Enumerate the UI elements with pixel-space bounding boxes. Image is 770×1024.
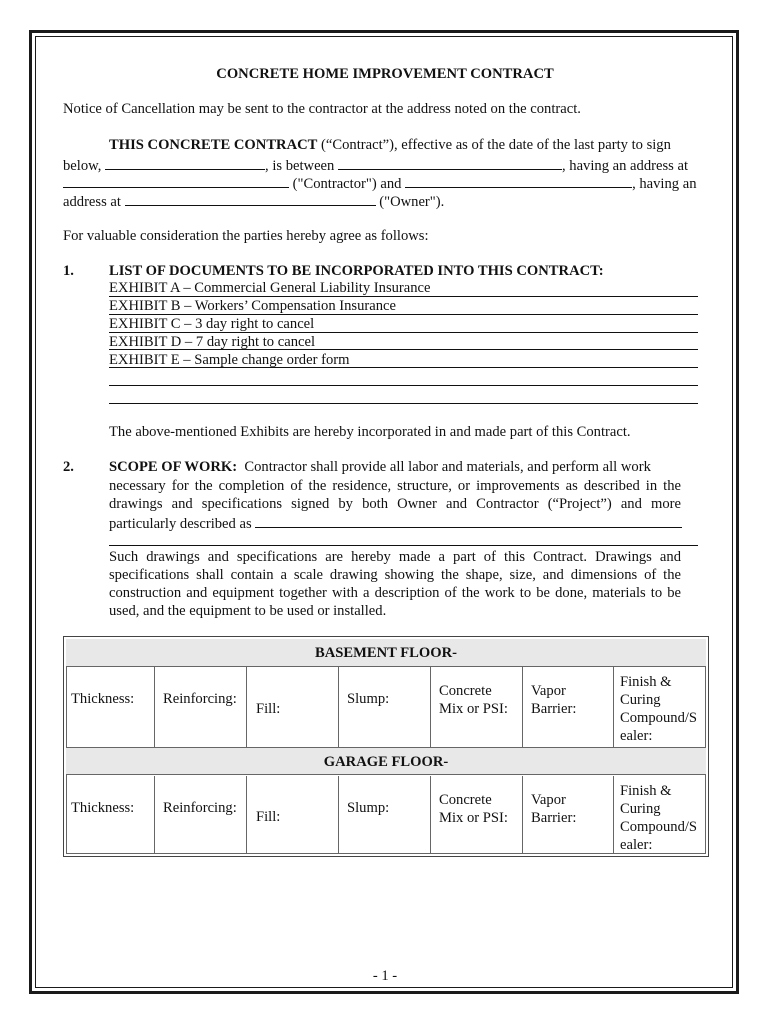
section-2-heading: SCOPE OF WORK: [109, 459, 238, 475]
exhibit-c: EXHIBIT C – 3 day right to cancel [109, 316, 315, 332]
column-divider [338, 776, 339, 854]
exhibit-line [109, 332, 698, 333]
section-1-heading: LIST OF DOCUMENTS TO BE INCORPORATED INTO THIS CONTRACT: [109, 263, 604, 279]
intro-line-3 [63, 173, 697, 193]
basement-finish-curing-cell[interactable]: Finish & Curing Compound/S ealer: [620, 674, 698, 744]
intro-text: ("Owner"). [375, 194, 445, 210]
project-description-blank[interactable] [255, 513, 682, 528]
intro-text: , having an address at [561, 158, 689, 174]
date-blank[interactable] [105, 155, 265, 170]
scope-text: Contractor shall provide all labor and materials, and perform all work [244, 459, 651, 475]
exhibit-blank-line[interactable] [109, 403, 698, 404]
intro-line-2 [63, 155, 688, 175]
intro-line-4 [63, 191, 444, 211]
exhibit-line [109, 349, 698, 350]
basement-reinforcing-cell[interactable]: Reinforcing: [163, 691, 237, 707]
garage-slump-cell[interactable]: Slump: [347, 800, 390, 816]
basement-concrete-mix-cell[interactable]: Concrete Mix or PSI: [439, 683, 508, 717]
section-1-number: 1. [63, 263, 74, 279]
intro-text: , is between [265, 158, 338, 174]
page-number: - 1 - [372, 968, 398, 984]
garage-floor-header: GARAGE FLOOR- [66, 747, 706, 775]
exhibit-b: EXHIBIT B – Workers’ Compensation Insurance [109, 298, 396, 314]
garage-concrete-mix-cell[interactable]: Concrete Mix or PSI: [439, 792, 508, 826]
column-divider [154, 667, 155, 747]
exhibit-blank-line[interactable] [109, 385, 698, 386]
contractor-address-blank[interactable] [63, 173, 289, 188]
column-divider [430, 667, 431, 747]
owner-name-blank[interactable] [405, 173, 632, 188]
basement-floor-header: BASEMENT FLOOR- [66, 639, 706, 667]
column-divider [246, 667, 247, 747]
scope-paragraph-2: Such drawings and specifications are hereby made a part of this Contract. Drawings and specifications shall contain a scale drawing showing the shape, size, and dimensions of the construction and equipment together with a description of the work to be done, materials to be used, and the equipment to be used or installed. [109, 549, 681, 619]
basement-vapor-barrier-cell[interactable]: Vapor Barrier: [531, 683, 577, 717]
consideration-text: For valuable consideration the parties hereby agree as follows: [63, 228, 429, 244]
cancellation-notice: Notice of Cancellation may be sent to the contractor at the address noted on the contract. [63, 101, 581, 117]
intro-line-1 [109, 137, 671, 154]
contractor-name-blank[interactable] [338, 155, 562, 170]
intro-line1-rest: (“Contract”), effective as of the date of the last party to sign [317, 137, 671, 153]
scope-line-1 [109, 459, 651, 476]
exhibit-line [109, 296, 698, 297]
column-divider [613, 667, 614, 747]
scope-line-2: necessary for the completion of the residence, structure, or improvements as described in the [109, 478, 681, 494]
exhibits-closing: The above-mentioned Exhibits are hereby incorporated in and made part of this Contract. [109, 424, 631, 440]
column-divider [522, 776, 523, 854]
exhibit-e: EXHIBIT E – Sample change order form [109, 352, 350, 368]
column-divider [522, 667, 523, 747]
column-divider [154, 776, 155, 854]
scope-text: particularly described as [109, 516, 256, 532]
intro-text: address at [63, 194, 125, 210]
garage-reinforcing-cell[interactable]: Reinforcing: [163, 800, 237, 816]
basement-fill-cell[interactable]: Fill: [256, 701, 281, 717]
section-2-number: 2. [63, 459, 74, 475]
intro-bold-lead: THIS CONCRETE CONTRACT [109, 137, 318, 153]
basement-thickness-cell[interactable]: Thickness: [71, 691, 135, 707]
document-title: CONCRETE HOME IMPROVEMENT CONTRACT [216, 66, 554, 82]
intro-text: ("Contractor") and [289, 176, 406, 192]
intro-text: below, [63, 158, 106, 174]
column-divider [246, 776, 247, 854]
column-divider [338, 667, 339, 747]
exhibit-d: EXHIBIT D – 7 day right to cancel [109, 334, 316, 350]
owner-address-blank[interactable] [125, 191, 376, 206]
garage-finish-curing-cell[interactable]: Finish & Curing Compound/S ealer: [620, 783, 698, 853]
exhibit-a: EXHIBIT A – Commercial General Liability Insurance [109, 280, 431, 296]
project-description-blank-2[interactable] [109, 545, 698, 546]
garage-fill-cell[interactable]: Fill: [256, 809, 281, 825]
exhibit-line [109, 367, 698, 368]
column-divider [613, 776, 614, 854]
garage-thickness-cell[interactable]: Thickness: [71, 800, 135, 816]
scope-line-3: drawings and specifications signed by both Owner and Contractor (“Project”) and more [109, 496, 681, 512]
scope-line-4 [109, 513, 682, 533]
intro-text: , having an [632, 176, 697, 192]
garage-vapor-barrier-cell[interactable]: Vapor Barrier: [531, 792, 577, 826]
column-divider [430, 776, 431, 854]
exhibit-line [109, 314, 698, 315]
basement-slump-cell[interactable]: Slump: [347, 691, 390, 707]
